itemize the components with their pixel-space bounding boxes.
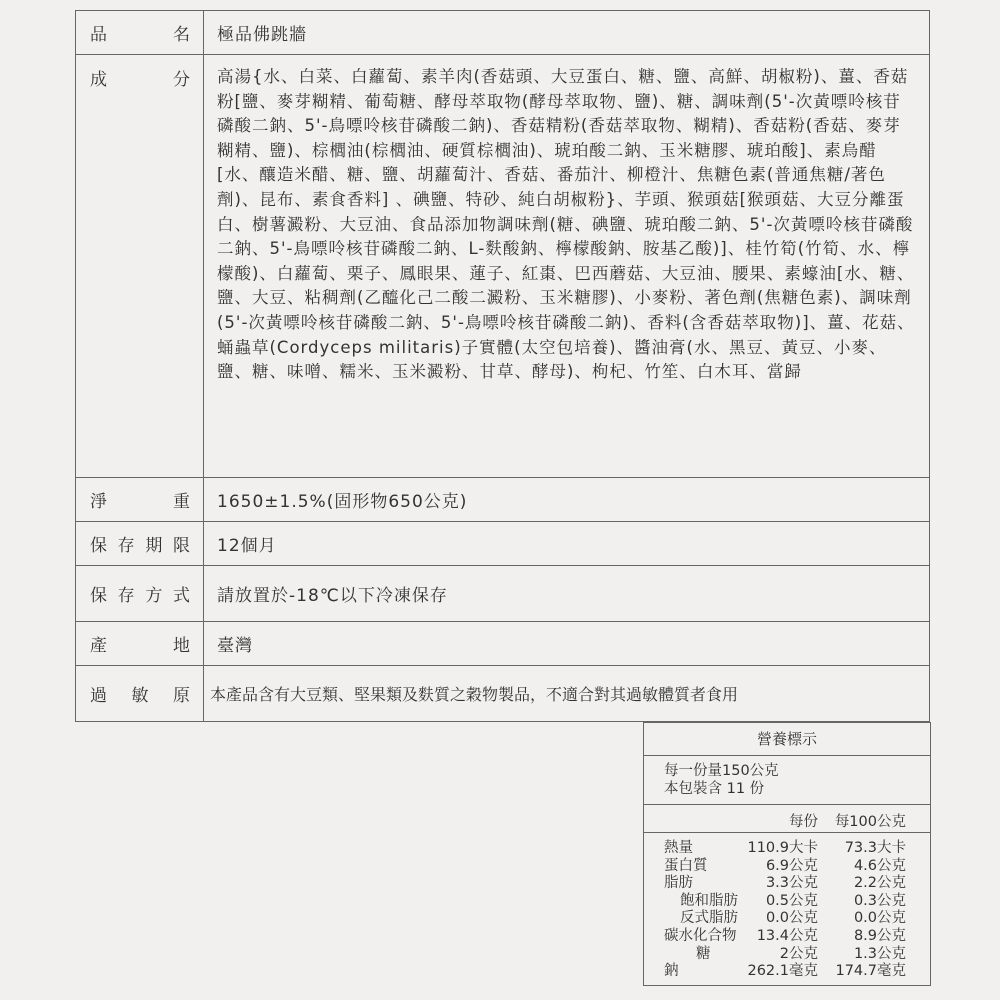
spec-value-allergen: 本產品含有大豆類、堅果類及麩質之穀物製品，不適合對其過敏體質者食用: [204, 666, 930, 722]
nutrition-rows: [644, 833, 930, 981]
spec-label-storage: [76, 566, 204, 622]
col-per-serving: 每份: [789, 814, 818, 830]
nutrition-row: [644, 928, 930, 946]
spec-label-text: 淨 重: [90, 492, 191, 512]
nutrient-per-100g: 0.3公克: [853, 892, 906, 909]
nutrient-per-serving: 2公克: [779, 945, 818, 962]
spec-row-name: [76, 11, 930, 55]
nutrient-per-serving: 110.9大卡: [747, 840, 818, 856]
spec-label-text: 過 敏 原: [90, 686, 191, 706]
spec-row-ingredients: [76, 55, 930, 478]
servings-per-package: 本包裝含 11 份: [664, 781, 765, 797]
spec-value-weight: 1650±1.5%(固形物650公克): [204, 478, 930, 522]
spec-value-name: 極品佛跳牆: [204, 11, 930, 55]
nutrition-row: [644, 840, 930, 858]
nutrient-name: 糖: [696, 945, 711, 962]
product-spec-table: [75, 10, 930, 722]
nutrient-per-serving: 3.3公克: [765, 875, 818, 892]
spec-row-storage: [76, 566, 930, 622]
nutrition-row: [644, 946, 930, 964]
spec-label-text: 品 名: [90, 25, 191, 45]
serving-size: 每一份量150公克: [664, 763, 779, 779]
spec-label-text: 保 存 方 式: [90, 586, 191, 606]
col-per-100g: 每100公克: [834, 814, 906, 830]
spec-row-shelf-life: [76, 522, 930, 566]
nutrient-name: 蛋白質: [664, 857, 708, 874]
spec-value-shelf-life: 12個月: [204, 522, 930, 566]
nutrient-per-100g: 1.3公克: [853, 945, 906, 962]
spec-row-allergen: [76, 666, 930, 722]
nutrient-name: 鈉: [664, 963, 679, 980]
spec-label-origin: [76, 622, 204, 666]
nutrient-per-serving: 13.4公克: [756, 927, 818, 944]
spec-label-text: 保 存 期 限: [90, 536, 191, 556]
nutrition-row: [644, 875, 930, 893]
nutrient-name: 脂肪: [664, 875, 693, 892]
nutrient-per-100g: 174.7毫克: [835, 963, 906, 980]
spec-label-shelf-life: [76, 522, 204, 566]
spec-value-origin: 臺灣: [204, 622, 930, 666]
nutrition-row: [644, 893, 930, 911]
spec-row-origin: [76, 622, 930, 666]
nutrient-per-100g: 73.3大卡: [844, 840, 906, 856]
nutrient-name: 碳水化合物: [664, 927, 737, 944]
nutrient-per-100g: 8.9公克: [853, 927, 906, 944]
spec-label-weight: [76, 478, 204, 522]
spec-value-storage: 請放置於-18℃以下冷凍保存: [204, 566, 930, 622]
nutrition-row: [644, 963, 930, 981]
nutrition-facts-panel: [643, 722, 931, 986]
nutrient-per-100g: 2.2公克: [853, 875, 906, 892]
spec-label-allergen: [76, 666, 204, 722]
spec-label-text: 產 地: [90, 636, 191, 656]
spec-row-weight: [76, 478, 930, 522]
nutrition-title: 營養標示: [644, 723, 930, 756]
spec-label-ingredients: [76, 55, 204, 478]
spec-value-ingredients: 高湯{水、白菜、白蘿蔔、素羊肉(香菇頭、大豆蛋白、糖、鹽、高鮮、胡椒粉)、薑、香菇粉[鹽、麥芽糊精、葡萄糖、酵母萃取物(酵母萃取物、鹽)、糖、調味劑(5'-次黃嘌呤核苷磷酸二鈉、5'-鳥嘌呤核苷磷酸二鈉)、香菇精粉(香菇萃取物、糊精)、香菇粉(香菇、麥芽糊精、鹽)、棕櫚油(棕櫚油、硬質棕櫚油)、琥珀酸二鈉、玉米糖膠、琥珀酸]、素烏醋[水、釀造米醋、糖、鹽、胡蘿蔔汁、香菇、番茄汁、柳橙汁、焦糖色素(普通焦糖/著色劑)、昆布、素食香料] 、碘鹽、特砂、純白胡椒粉}、芋頭、猴頭菇[猴頭菇、大豆分離蛋白、樹薯澱粉、大豆油、食品添加物調味劑(糖、碘鹽、琥珀酸二鈉、5'-次黃嘌呤核苷磷酸二鈉、5'-鳥嘌呤核苷磷酸二鈉、L-麩酸鈉、檸檬酸鈉、胺基乙酸)]、桂竹筍(竹筍、水、檸檬酸)、白蘿蔔、栗子、鳳眼果、蓮子、紅棗、巴西蘑菇、大豆油、腰果、素蠔油[水、糖、鹽、大豆、粘稠劑(乙醯化己二酸二澱粉、玉米糖膠)、小麥粉、著色劑(焦糖色素)、調味劑(5'-次黃嘌呤核苷磷酸二鈉、5'-鳥嘌呤核苷磷酸二鈉)、香料(含香菇萃取物)]、薑、花菇、蛹蟲草(Cordyceps militaris)子實體(太空包培養)、醬油膏(水、黑豆、黃豆、小麥、鹽、糖、味噌、糯米、玉米澱粉、甘草、酵母)、枸杞、竹笙、白木耳、當歸: [204, 55, 930, 478]
nutrition-row: [644, 910, 930, 928]
nutrient-per-serving: 6.9公克: [765, 857, 818, 874]
nutrient-name: 反式脂肪: [680, 910, 738, 927]
nutrient-per-100g: 4.6公克: [853, 857, 906, 874]
nutrient-name: 飽和脂肪: [680, 892, 738, 909]
spec-label-name: [76, 11, 204, 55]
nutrient-per-serving: 0.5公克: [765, 892, 818, 909]
nutrient-per-serving: 262.1毫克: [747, 963, 818, 980]
nutrition-serving-info: [644, 756, 930, 805]
nutrient-name: 熱量: [664, 840, 693, 856]
nutrition-row: [644, 858, 930, 876]
nutrition-column-header: [644, 805, 930, 833]
nutrient-per-serving: 0.0公克: [765, 910, 818, 927]
nutrient-per-100g: 0.0公克: [853, 910, 906, 927]
spec-label-text: 成 分: [90, 70, 191, 90]
